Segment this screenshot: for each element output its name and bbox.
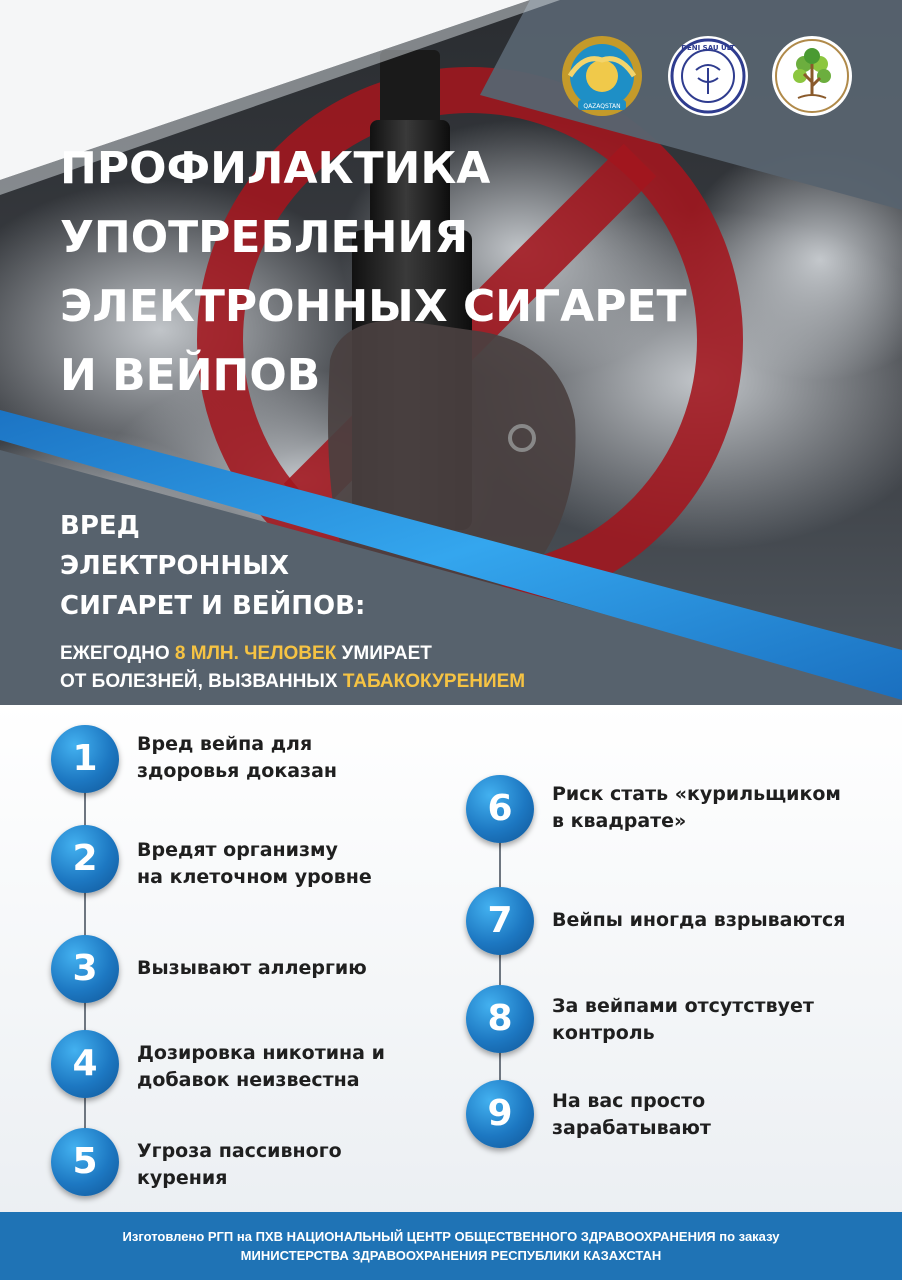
harm-text-4-line-1: Дозировка никотина и [137, 1042, 385, 1064]
harm-text-1-line-1: Вред вейпа для [137, 733, 313, 755]
harm-text-4 [137, 1040, 385, 1094]
main-title [60, 134, 840, 410]
emblem-text: QAZAQSTAN [583, 103, 621, 110]
title-line-4: И ВЕЙПОВ [60, 350, 321, 401]
mortality-statistic [60, 640, 760, 696]
harm-item-1 [51, 725, 451, 795]
harm-text-6 [552, 781, 841, 835]
harm-item-7 [466, 887, 896, 957]
harm-item-2 [51, 825, 451, 895]
stat-line-1 [60, 640, 760, 668]
stat-line-1-pre: ЕЖЕГОДНО [60, 643, 175, 664]
harm-text-5-line-2: курения [137, 1167, 228, 1189]
harm-text-6-line-2: в квадрате» [552, 810, 687, 832]
harm-number-4: 4 [51, 1030, 119, 1098]
deni-sau-ult-text: DENI SAU ULT [681, 44, 735, 52]
harm-number-5: 5 [51, 1128, 119, 1196]
harm-number-9: 9 [466, 1080, 534, 1148]
harm-text-5-line-1: Угроза пассивного [137, 1140, 342, 1162]
title-line-3: ЭЛЕКТРОННЫХ СИГАРЕТ [60, 281, 687, 332]
harm-number-8: 8 [466, 985, 534, 1053]
stat-line-2-pre: ОТ БОЛЕЗНЕЙ, ВЫЗВАННЫХ [60, 671, 343, 692]
subtitle-line-3: СИГАРЕТ И ВЕЙПОВ: [60, 591, 366, 621]
footer-credits [0, 1212, 902, 1280]
subtitle-line-2: ЭЛЕКТРОННЫХ [60, 551, 290, 581]
harm-text-9-line-2: зарабатывают [552, 1117, 711, 1139]
harm-number-7: 7 [466, 887, 534, 955]
harm-number-2: 2 [51, 825, 119, 893]
stat-line-2 [60, 668, 760, 696]
harm-item-8 [466, 985, 896, 1055]
subtitle-line-1: ВРЕД [60, 511, 140, 541]
footer-line-1: Изготовлено РГП на ПХВ НАЦИОНАЛЬНЫЙ ЦЕНТР ОБЩЕСТВЕННОГО ЗДРАВООХРАНЕНИЯ по заказу [122, 1229, 780, 1244]
harm-text-2-line-1: Вредят организму [137, 839, 338, 861]
harm-text-3 [137, 955, 367, 982]
healthy-lifestyle-tree-logo-icon [770, 34, 854, 118]
stat-highlight-smoking: ТАБАКОКУРЕНИЕМ [342, 671, 526, 692]
harm-text-9-line-1: На вас просто [552, 1090, 706, 1112]
harm-item-9 [466, 1080, 896, 1150]
harm-text-8 [552, 993, 814, 1047]
harm-text-2-line-2: на клеточном уровне [137, 866, 372, 888]
harm-text-4-line-2: добавок неизвестна [137, 1069, 360, 1091]
title-line-1: ПРОФИЛАКТИКА [60, 143, 491, 194]
harm-item-4 [51, 1030, 451, 1100]
harm-text-1 [137, 731, 337, 785]
stat-highlight-deaths: 8 МЛН. ЧЕЛОВЕК [174, 643, 337, 664]
harm-text-5 [137, 1138, 342, 1192]
harm-text-9 [552, 1088, 711, 1142]
harm-item-3 [51, 935, 451, 1005]
harm-item-5 [51, 1128, 451, 1198]
harm-number-6: 6 [466, 775, 534, 843]
harm-text-6-line-1: Риск стать «курильщиком [552, 783, 841, 805]
deni-sau-ult-logo-icon [666, 34, 750, 118]
title-line-2: УПОТРЕБЛЕНИЯ [60, 212, 469, 263]
harm-text-7 [552, 907, 845, 934]
harm-text-3-line-1: Вызывают аллергию [137, 957, 367, 979]
footer-line-2: МИНИСТЕРСТВА ЗДРАВООХРАНЕНИЯ РЕСПУБЛИКИ КАЗАХСТАН [240, 1248, 662, 1263]
kazakhstan-emblem-icon [560, 34, 644, 118]
harm-text-1-line-2: здоровья доказан [137, 760, 338, 782]
harm-text-2 [137, 837, 372, 891]
stat-line-1-post: УМИРАЕТ [336, 643, 432, 664]
harm-text-8-line-2: контроль [552, 1022, 655, 1044]
subtitle [60, 506, 700, 626]
harm-text-8-line-1: За вейпами отсутствует [552, 995, 814, 1017]
harm-item-6 [466, 775, 896, 845]
harm-number-1: 1 [51, 725, 119, 793]
harm-text-7-line-1: Вейпы иногда взрываются [552, 909, 846, 931]
harm-number-3: 3 [51, 935, 119, 1003]
partner-logos [560, 34, 860, 120]
